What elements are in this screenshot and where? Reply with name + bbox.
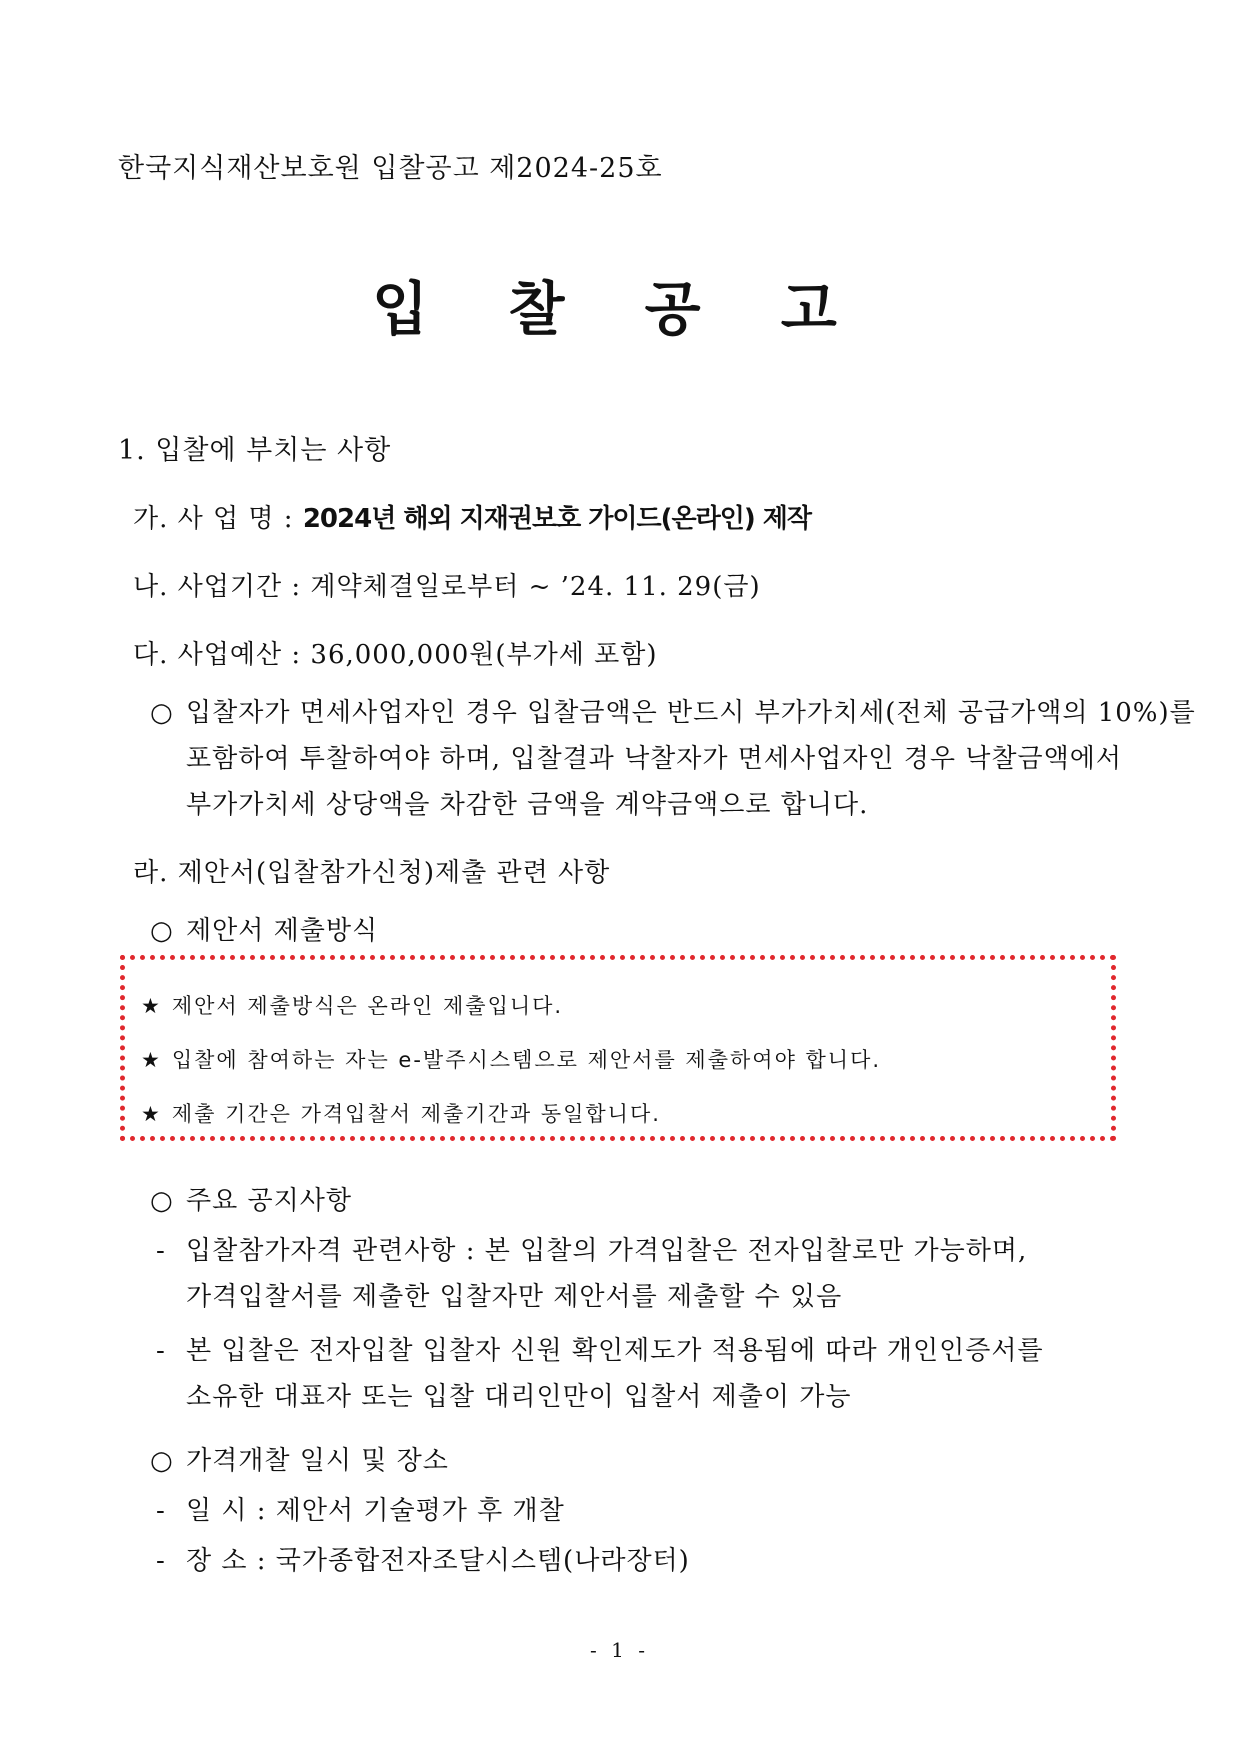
dash-bullet: - — [156, 1336, 166, 1366]
star-icon: ★ — [141, 1048, 162, 1072]
star-icon: ★ — [141, 1102, 162, 1126]
dash-bullet: - — [156, 1236, 166, 1266]
item-proposal-submission: 라. 제안서(입찰참가신청)제출 관련 사항 — [133, 858, 611, 888]
notice-box — [120, 955, 1116, 1141]
notice-box-line-3: ★ 제출 기간은 가격입찰서 제출기간과 동일합니다. — [141, 1102, 661, 1126]
key-notice-2-line-2: 소유한 대표자 또는 입찰 대리인만이 입찰서 제출이 가능 — [186, 1382, 852, 1412]
notice-box-line-2: ★ 입찰에 참여하는 자는 e-발주시스템으로 제안서를 제출하여야 합니다. — [141, 1048, 882, 1072]
circle-bullet-icon: ○ — [150, 1446, 174, 1476]
opening-place: - 장 소 : 국가종합전자조달시스템(나라장터) — [156, 1546, 690, 1576]
item-project-name-label: 가. 사 업 명 : — [133, 504, 294, 534]
item-project-period-value: 계약체결일로부터 ~ ’24. 11. 29(금) — [310, 572, 761, 602]
key-notice-1-line-1: - 입찰참가자격 관련사항 : 본 입찰의 가격입찰은 전자입찰로만 가능하며, — [156, 1236, 1028, 1266]
item-project-name — [133, 498, 811, 535]
dash-bullet: - — [156, 1496, 166, 1526]
item-project-budget — [133, 634, 658, 671]
notice-box-line-1: ★ 제안서 제출방식은 온라인 제출입니다. — [141, 994, 564, 1018]
vat-note-line-2: 포함하여 투찰하여야 하며, 입찰결과 낙찰자가 면세사업자인 경우 낙찰금액에서 — [186, 744, 1122, 774]
section-heading: 1. 입찰에 부치는 사항 — [118, 435, 392, 466]
item-project-period — [133, 566, 761, 603]
item-project-period-label: 나. 사업기간 : — [133, 572, 302, 602]
item-project-budget-label: 다. 사업예산 : — [133, 640, 302, 670]
circle-bullet-icon: ○ — [150, 698, 174, 728]
item-project-name-value: 2024년 해외 지재권보호 가이드(온라인) 제작 — [302, 504, 812, 534]
key-notices: ○ 주요 공지사항 — [150, 1186, 352, 1216]
page-number: - 1 - — [590, 1638, 649, 1662]
vat-note-line-1: ○ 입찰자가 면세사업자인 경우 입찰금액은 반드시 부가가치세(전체 공급가액의 10%)를 — [150, 698, 1196, 728]
item-project-budget-value: 36,000,000원(부가세 포함) — [310, 640, 658, 670]
notice-number: 한국지식재산보호원 입찰공고 제2024-25호 — [118, 153, 663, 184]
circle-bullet-icon: ○ — [150, 916, 174, 946]
price-opening: ○ 가격개찰 일시 및 장소 — [150, 1446, 449, 1476]
dash-bullet: - — [156, 1546, 166, 1576]
opening-time: - 일 시 : 제안서 기술평가 후 개찰 — [156, 1496, 565, 1526]
key-notice-2-line-1: - 본 입찰은 전자입찰 입찰자 신원 확인제도가 적용됨에 따라 개인인증서를 — [156, 1336, 1044, 1366]
page-title: 입 찰 공 고 — [372, 275, 867, 343]
star-icon: ★ — [141, 994, 162, 1018]
circle-bullet-icon: ○ — [150, 1186, 174, 1216]
submission-method: ○ 제안서 제출방식 — [150, 916, 379, 946]
key-notice-1-line-2: 가격입찰서를 제출한 입찰자만 제안서를 제출할 수 있음 — [186, 1282, 843, 1312]
vat-note-line-3: 부가가치세 상당액을 차감한 금액을 계약금액으로 합니다. — [186, 790, 869, 820]
